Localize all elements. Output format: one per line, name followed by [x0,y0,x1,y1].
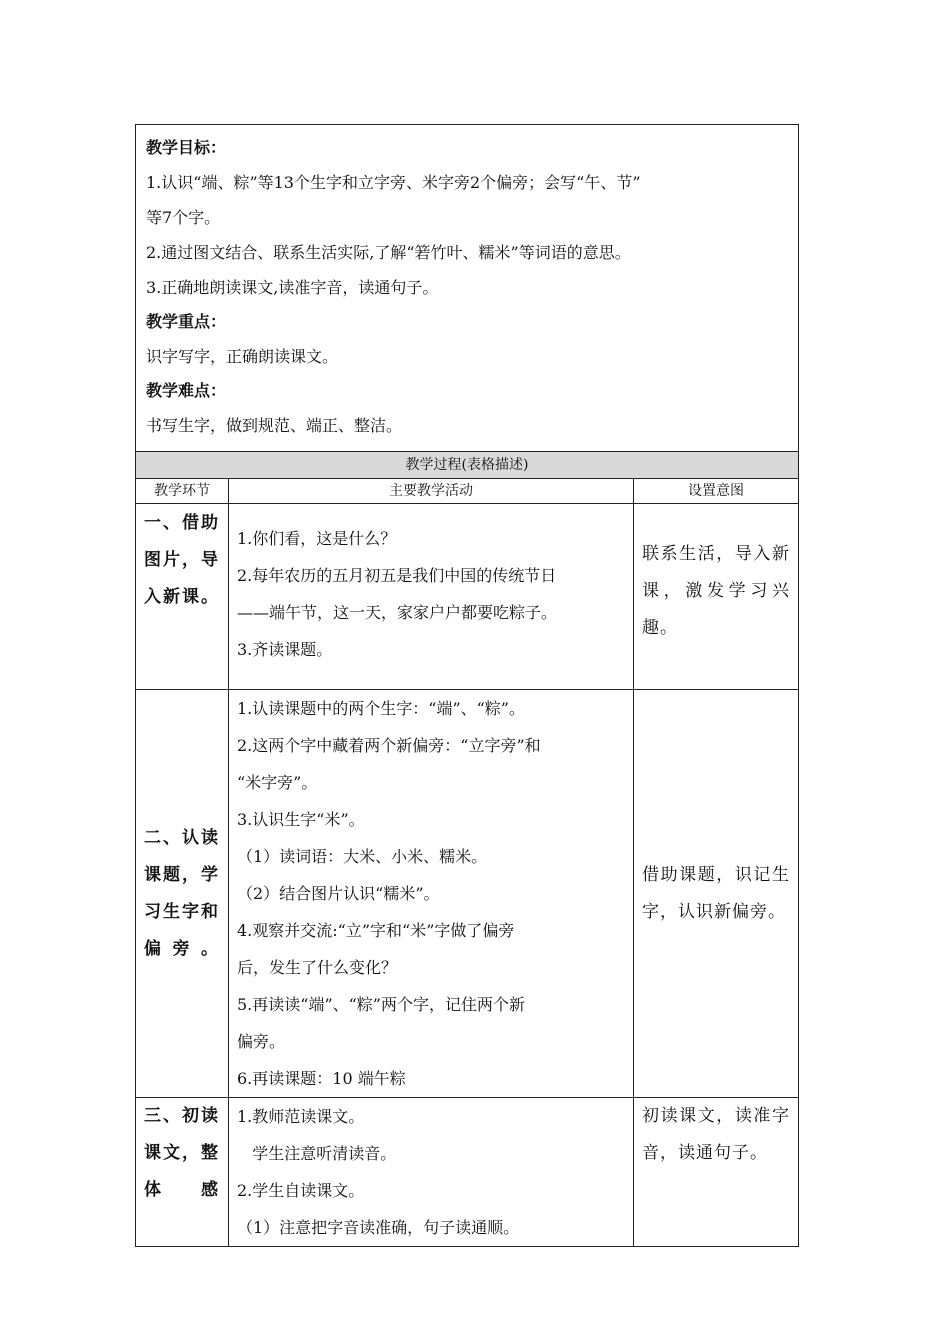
difficulties-text: 书写生字，做到规范、端正、整洁。 [146,416,403,435]
activity-line: 1.教师范读课文。 [237,1107,365,1126]
activity-line: 2.学生自读课文。 [237,1181,365,1200]
column-header-row [136,479,799,504]
activity-line: 3.齐读课题。 [237,640,333,659]
objectives-heading: 教学目标： [146,138,227,157]
purpose-cell: 联系生活，导入新课，激发学习兴趣。 [634,504,799,690]
activities-cell [229,1098,634,1247]
activity-line: 学生注意听清读音。 [237,1144,397,1163]
lesson-plan-table [135,124,799,1247]
objectives-cell [136,125,799,452]
stage-cell: 一、借助图片，导入新课。 [136,504,229,690]
activity-line: 2.这两个字中藏着两个新偏旁：“立字旁”和 [237,736,541,755]
activity-line: 1.你们看，这是什么？ [237,529,397,548]
process-row-3 [136,1098,799,1247]
activities-cell [229,690,634,1098]
activities-cell [229,504,634,690]
stage-cell: 三、初读课文，整体感 [136,1098,229,1247]
objectives-section [136,125,799,452]
activity-line: 4.观察并交流:“立”字和“米”字做了偏旁 [237,921,515,940]
activity-line: 6.再读课题：10 端午粽 [237,1069,406,1088]
stage-cell: 二、认读课题，学习生字和偏旁。 [136,690,229,1098]
purpose-cell: 借助课题，识记生字，认识新偏旁。 [634,690,799,1098]
process-title: 教学过程(表格描述) [136,452,799,479]
key-points-text: 识字写字，正确朗读课文。 [146,347,339,366]
process-row-2 [136,690,799,1098]
objective-line: 等7个字。 [146,208,221,227]
column-header-purpose: 设置意图 [634,479,799,504]
activity-line: 后，发生了什么变化？ [237,958,398,977]
activity-line: “米字旁”。 [237,773,318,792]
objective-line: 1.认识“端、粽”等13个生字和立字旁、米字旁2个偏旁；会写“午、节” [146,173,641,192]
activity-line: （2）结合图片认识“糯米”。 [237,884,440,903]
activity-line: 5.再读读“端”、“粽”两个字，记住两个新 [237,995,525,1014]
process-title-row [136,452,799,479]
key-points-heading: 教学重点： [146,312,227,331]
column-header-activities: 主要教学活动 [229,479,634,504]
objective-line: 3.正确地朗读课文,读准字音，读通句子。 [146,278,439,297]
activity-line: 3.认识生字“米”。 [237,810,365,829]
activity-line: （1）读词语：大米、小米、糯米。 [237,847,488,866]
objective-line: 2.通过图文结合、联系生活实际,了解“箬竹叶、糯米”等词语的意思。 [146,243,631,262]
process-row-1 [136,504,799,690]
activity-line: 偏旁。 [237,1032,286,1051]
activity-line: 2.每年农历的五月初五是我们中国的传统节日 [237,566,557,585]
difficulties-heading: 教学难点： [146,381,227,400]
activity-line: 1.认读课题中的两个生字：“端”、“粽”。 [237,699,525,718]
activity-line: ——端午节，这一天，家家户户都要吃粽子。 [237,603,558,622]
activity-line: （1）注意把字音读准确，句子读通顺。 [237,1218,520,1237]
column-header-stage: 教学环节 [136,479,229,504]
purpose-cell: 初读课文，读准字音，读通句子。 [634,1098,799,1247]
